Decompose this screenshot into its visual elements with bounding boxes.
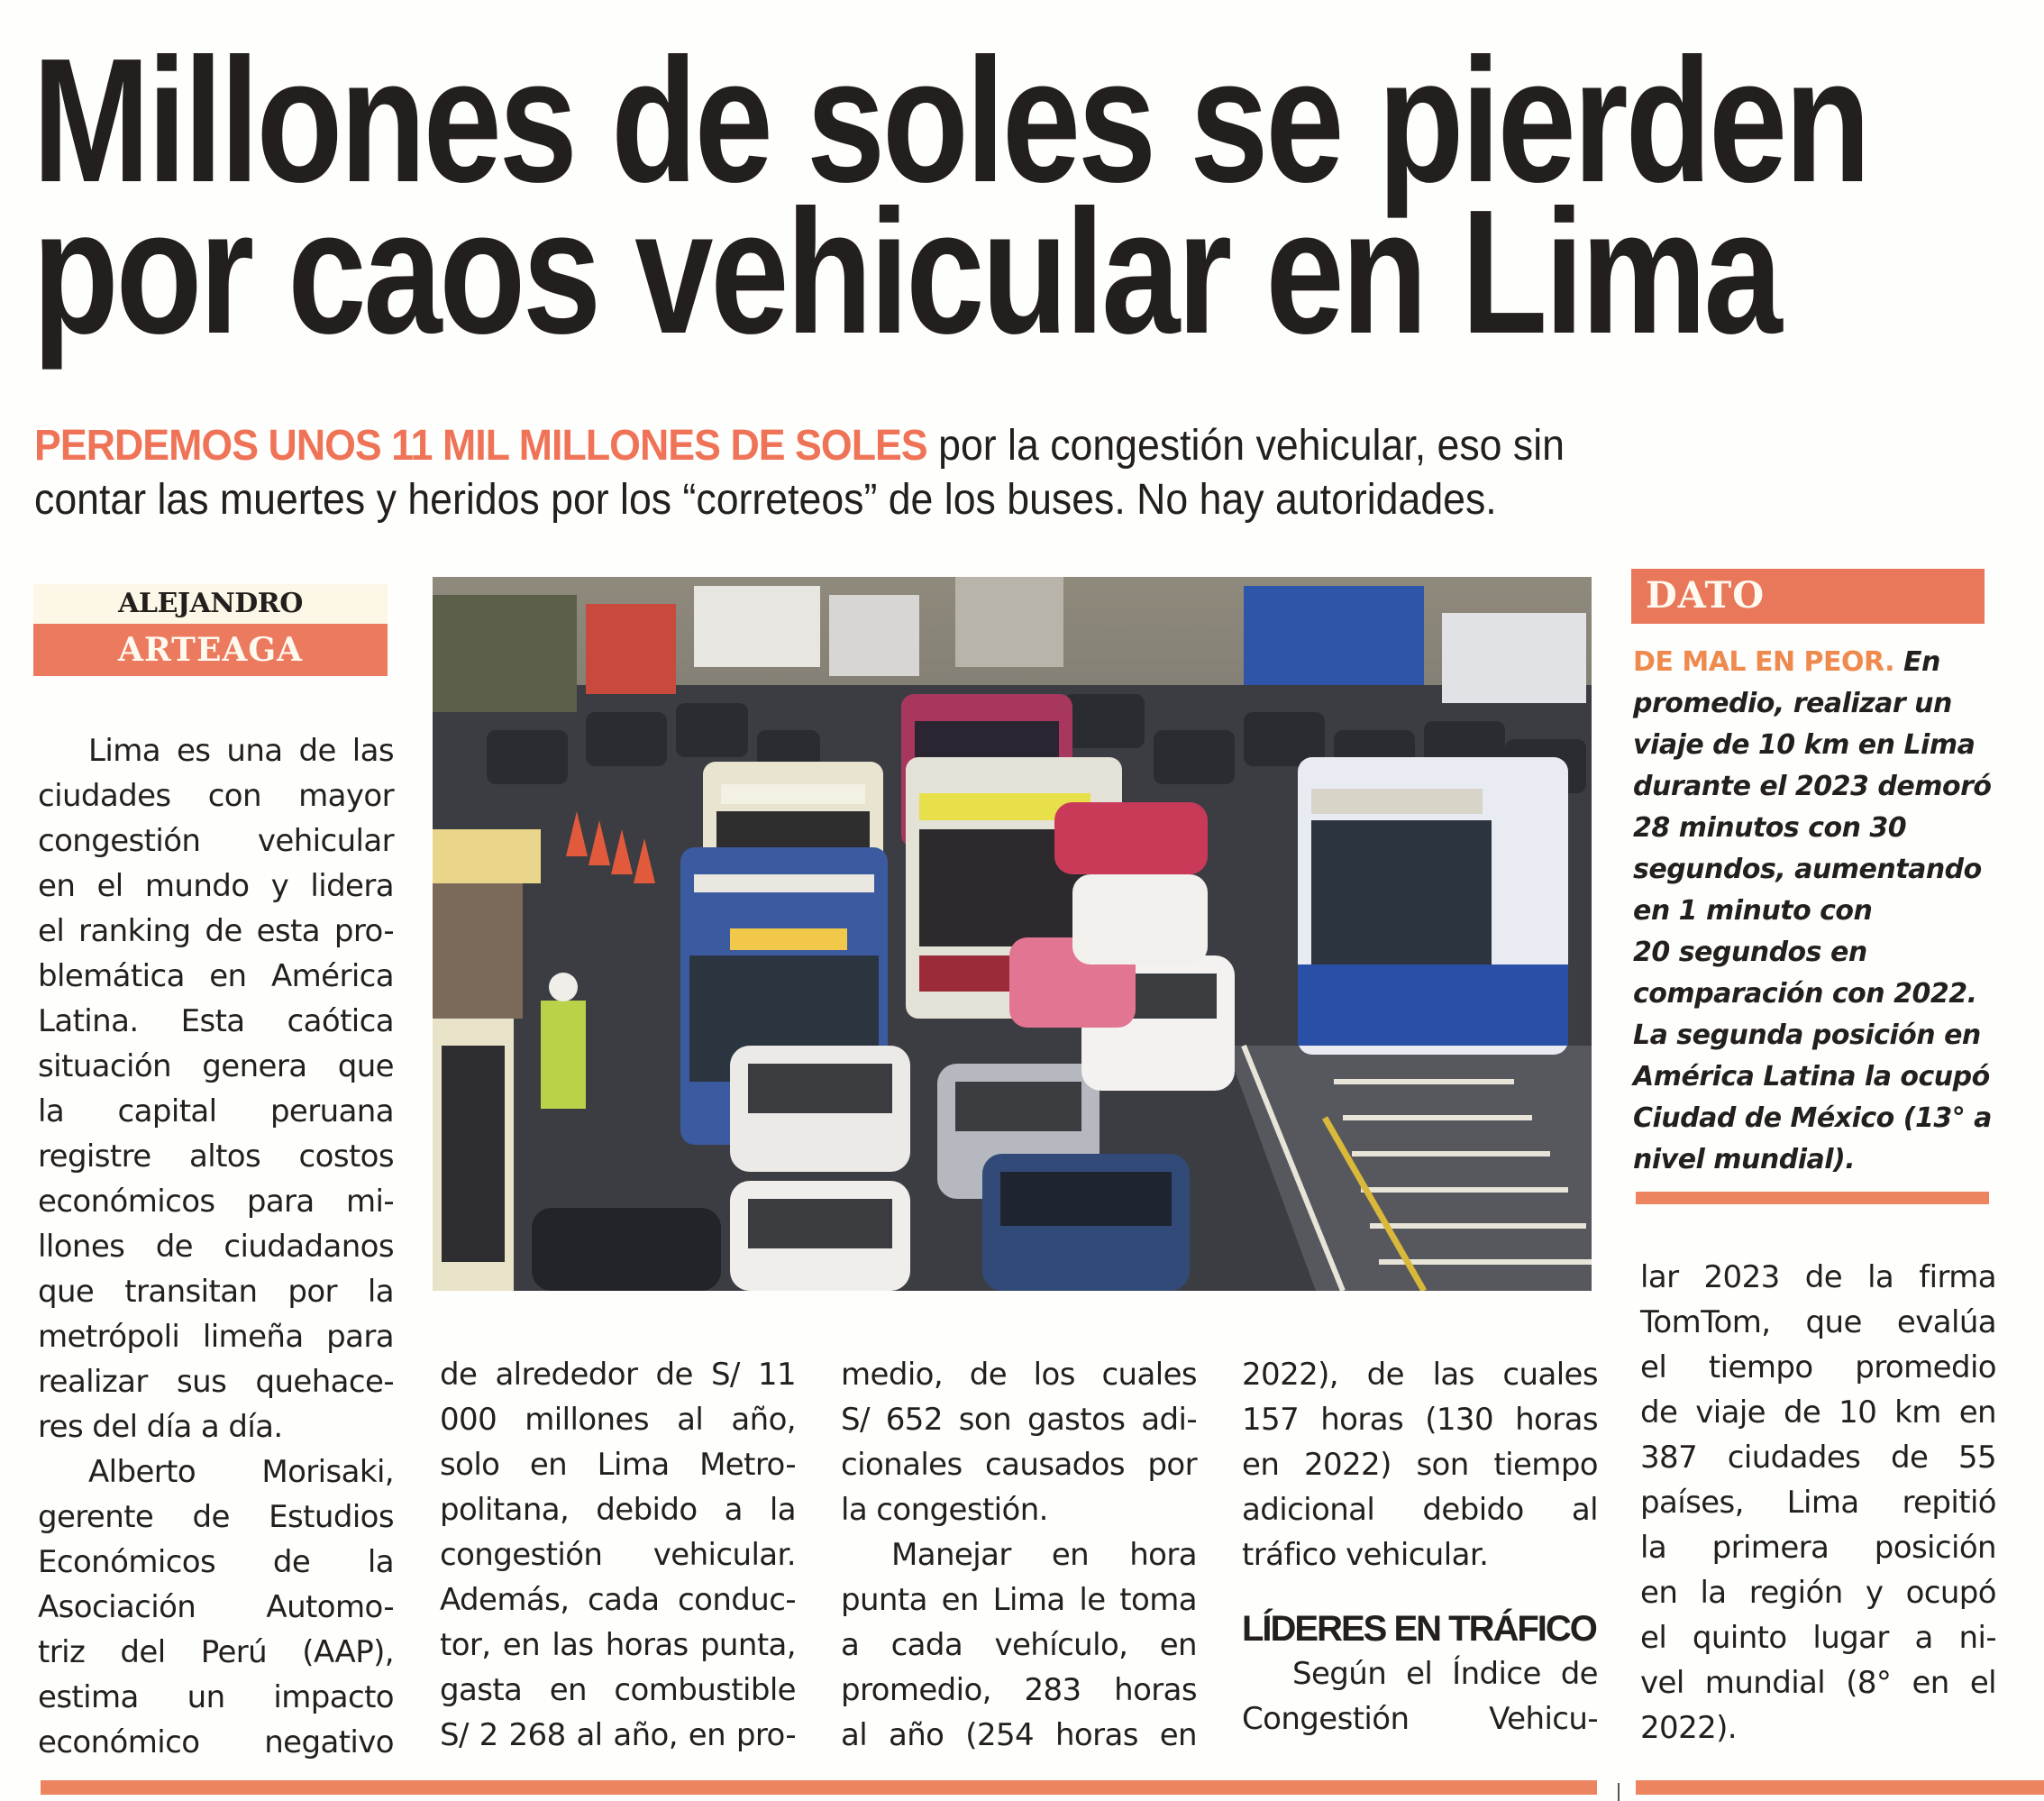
body-line: realizar sus quehace-: [38, 1364, 394, 1400]
body-line: registre altos costos: [38, 1138, 394, 1175]
column-divider: [1618, 1783, 1620, 1801]
section-subhead: LÍDERES EN TRÁFICO: [1242, 1609, 1596, 1649]
body-line: S/ 2 268 al año, en pro-: [440, 1717, 796, 1753]
bottom-rule-main: [41, 1780, 1597, 1795]
body-column-1: [38, 728, 394, 1765]
body-line: la capital peruana: [38, 1093, 394, 1129]
dato-line: nivel mundial).: [1633, 1144, 1856, 1175]
body-line: ciudades con mayor: [38, 778, 394, 814]
body-line: 157 horas (130 horas: [1242, 1402, 1598, 1438]
body-line: situación genera que: [38, 1048, 394, 1084]
body-line: 000 millones al año,: [440, 1402, 796, 1438]
body-line: económicos para mi-: [38, 1184, 394, 1220]
body-line: Alberto Morisaki,: [88, 1454, 394, 1490]
body-column-2: [440, 1352, 796, 1758]
body-line: en el mundo y lidera: [38, 868, 394, 904]
byline-last-name: ARTEAGA: [33, 624, 388, 676]
body-line: llones de ciudadanos: [38, 1229, 394, 1265]
dato-line: 28 minutos con 30: [1633, 812, 1907, 844]
body-line: tor, en las horas punta,: [440, 1627, 796, 1663]
body-line: Latina. Esta caótica: [38, 1003, 394, 1039]
body-line: congestión vehicular: [38, 823, 394, 859]
headline-line-2: por caos vehicular en Lima: [32, 173, 1780, 370]
body-line: la congestión.: [841, 1492, 1048, 1528]
dato-line: en 1 minuto con: [1633, 895, 1873, 927]
body-line: económico negativo: [38, 1724, 394, 1760]
dato-line: viaje de 10 km en Lima: [1633, 729, 1976, 761]
body-line: el quinto lugar a ni-: [1640, 1620, 1996, 1656]
deck-line-1: [34, 419, 1895, 473]
body-line: Lima es una de las: [88, 733, 394, 769]
body-line: estima un impacto: [38, 1679, 394, 1715]
body-line: medio, de los cuales: [841, 1357, 1197, 1393]
body-line: 2022).: [1640, 1710, 1737, 1746]
body-line: que transitan por la: [38, 1274, 394, 1310]
body-line: triz del Perú (AAP),: [38, 1634, 394, 1670]
dato-line: América Latina la ocupó: [1633, 1061, 1990, 1092]
byline: [33, 584, 388, 676]
body-line: TomTom, que evalúa: [1640, 1304, 1996, 1340]
body-line: Económicos de la: [38, 1544, 394, 1580]
byline-first-name: ALEJANDRO: [118, 588, 303, 619]
dato-line: comparación con 2022.: [1633, 978, 1977, 1010]
body-line: metrópoli limeña para: [38, 1319, 394, 1355]
deck-line-2: contar las muertes y heridos por los “correteos” de los buses. No hay autoridades.: [34, 476, 1497, 524]
body-line: en la región y ocupó: [1640, 1575, 1996, 1611]
body-line: Asociación Automo-: [38, 1589, 394, 1625]
body-line: a cada vehículo, en: [841, 1627, 1197, 1663]
body-line: lar 2023 de la firma: [1640, 1259, 1996, 1295]
body-line: adicional debido al: [1242, 1492, 1598, 1528]
body-line: gerente de Estudios: [38, 1499, 394, 1535]
bottom-rule-side: [1636, 1780, 2044, 1795]
body-column-5: [1640, 1255, 1996, 1751]
body-line: tráfico vehicular.: [1242, 1537, 1489, 1573]
dato-line: durante el 2023 demoró: [1633, 771, 1992, 802]
dato-bottom-rule: [1636, 1192, 1989, 1204]
traffic-photo: [433, 577, 1592, 1291]
dato-line: segundos, aumentando: [1633, 854, 1982, 885]
headline-line-1: Millones de soles se pierden: [32, 22, 1868, 219]
body-line: 2022), de las cuales: [1242, 1357, 1598, 1393]
dato-line: promedio, realizar un: [1633, 688, 1952, 719]
body-line: Según el Índice de: [1292, 1656, 1598, 1692]
body-line: congestión vehicular.: [440, 1537, 796, 1573]
body-line: de viaje de 10 km en: [1640, 1394, 1996, 1431]
dato-line: DE MAL EN PEOR. En: [1633, 646, 1940, 678]
deck-lead: PERDEMOS UNOS 11 MIL MILLONES DE SOLES: [34, 422, 927, 470]
body-column-4: [1242, 1352, 1598, 1742]
dato-line: La segunda posición en: [1633, 1019, 1981, 1051]
body-line: de alrededor de S/ 11: [440, 1357, 796, 1393]
body-line: politana, debido a la: [440, 1492, 796, 1528]
body-line: Además, cada conduc-: [440, 1582, 796, 1618]
dato-label-box: [1631, 569, 1985, 624]
body-line: el tiempo promedio: [1640, 1349, 1996, 1385]
body-line: S/ 652 son gastos adi-: [841, 1402, 1197, 1438]
body-line: solo en Lima Metro-: [440, 1447, 796, 1483]
body-line: Congestión Vehicu-: [1242, 1701, 1598, 1737]
body-line: vel mundial (8° en el: [1640, 1665, 1996, 1701]
dato-line: 20 segundos en: [1633, 937, 1867, 968]
body-line: al año (254 horas en: [841, 1717, 1197, 1753]
dato-kicker: DE MAL EN PEOR.: [1633, 646, 1895, 678]
dato-label: DATO: [1646, 574, 1766, 617]
body-line: países, Lima repitió: [1640, 1485, 1996, 1521]
body-line: en 2022) son tiempo: [1242, 1447, 1598, 1483]
body-line: el ranking de esta pro-: [38, 913, 394, 949]
deck-line-1-rest: por la congestión vehicular, eso sin: [926, 422, 1565, 470]
body-column-3: [841, 1352, 1197, 1758]
body-line: blemática en América: [38, 958, 394, 994]
body-line: 387 ciudades de 55: [1640, 1440, 1996, 1476]
dato-text: [1633, 642, 1994, 1181]
body-line: Manejar en hora: [891, 1537, 1197, 1573]
body-line: gasta en combustible: [440, 1672, 796, 1708]
body-line: punta en Lima le toma: [841, 1582, 1197, 1618]
body-line: la primera posición: [1640, 1530, 1996, 1566]
body-line: cionales causados por: [841, 1447, 1197, 1483]
dato-line: Ciudad de México (13° a: [1633, 1102, 1992, 1134]
body-line: promedio, 283 horas: [841, 1672, 1197, 1708]
traffic-scene-illustration: [433, 577, 1592, 1291]
body-line: res del día a día.: [38, 1409, 283, 1445]
